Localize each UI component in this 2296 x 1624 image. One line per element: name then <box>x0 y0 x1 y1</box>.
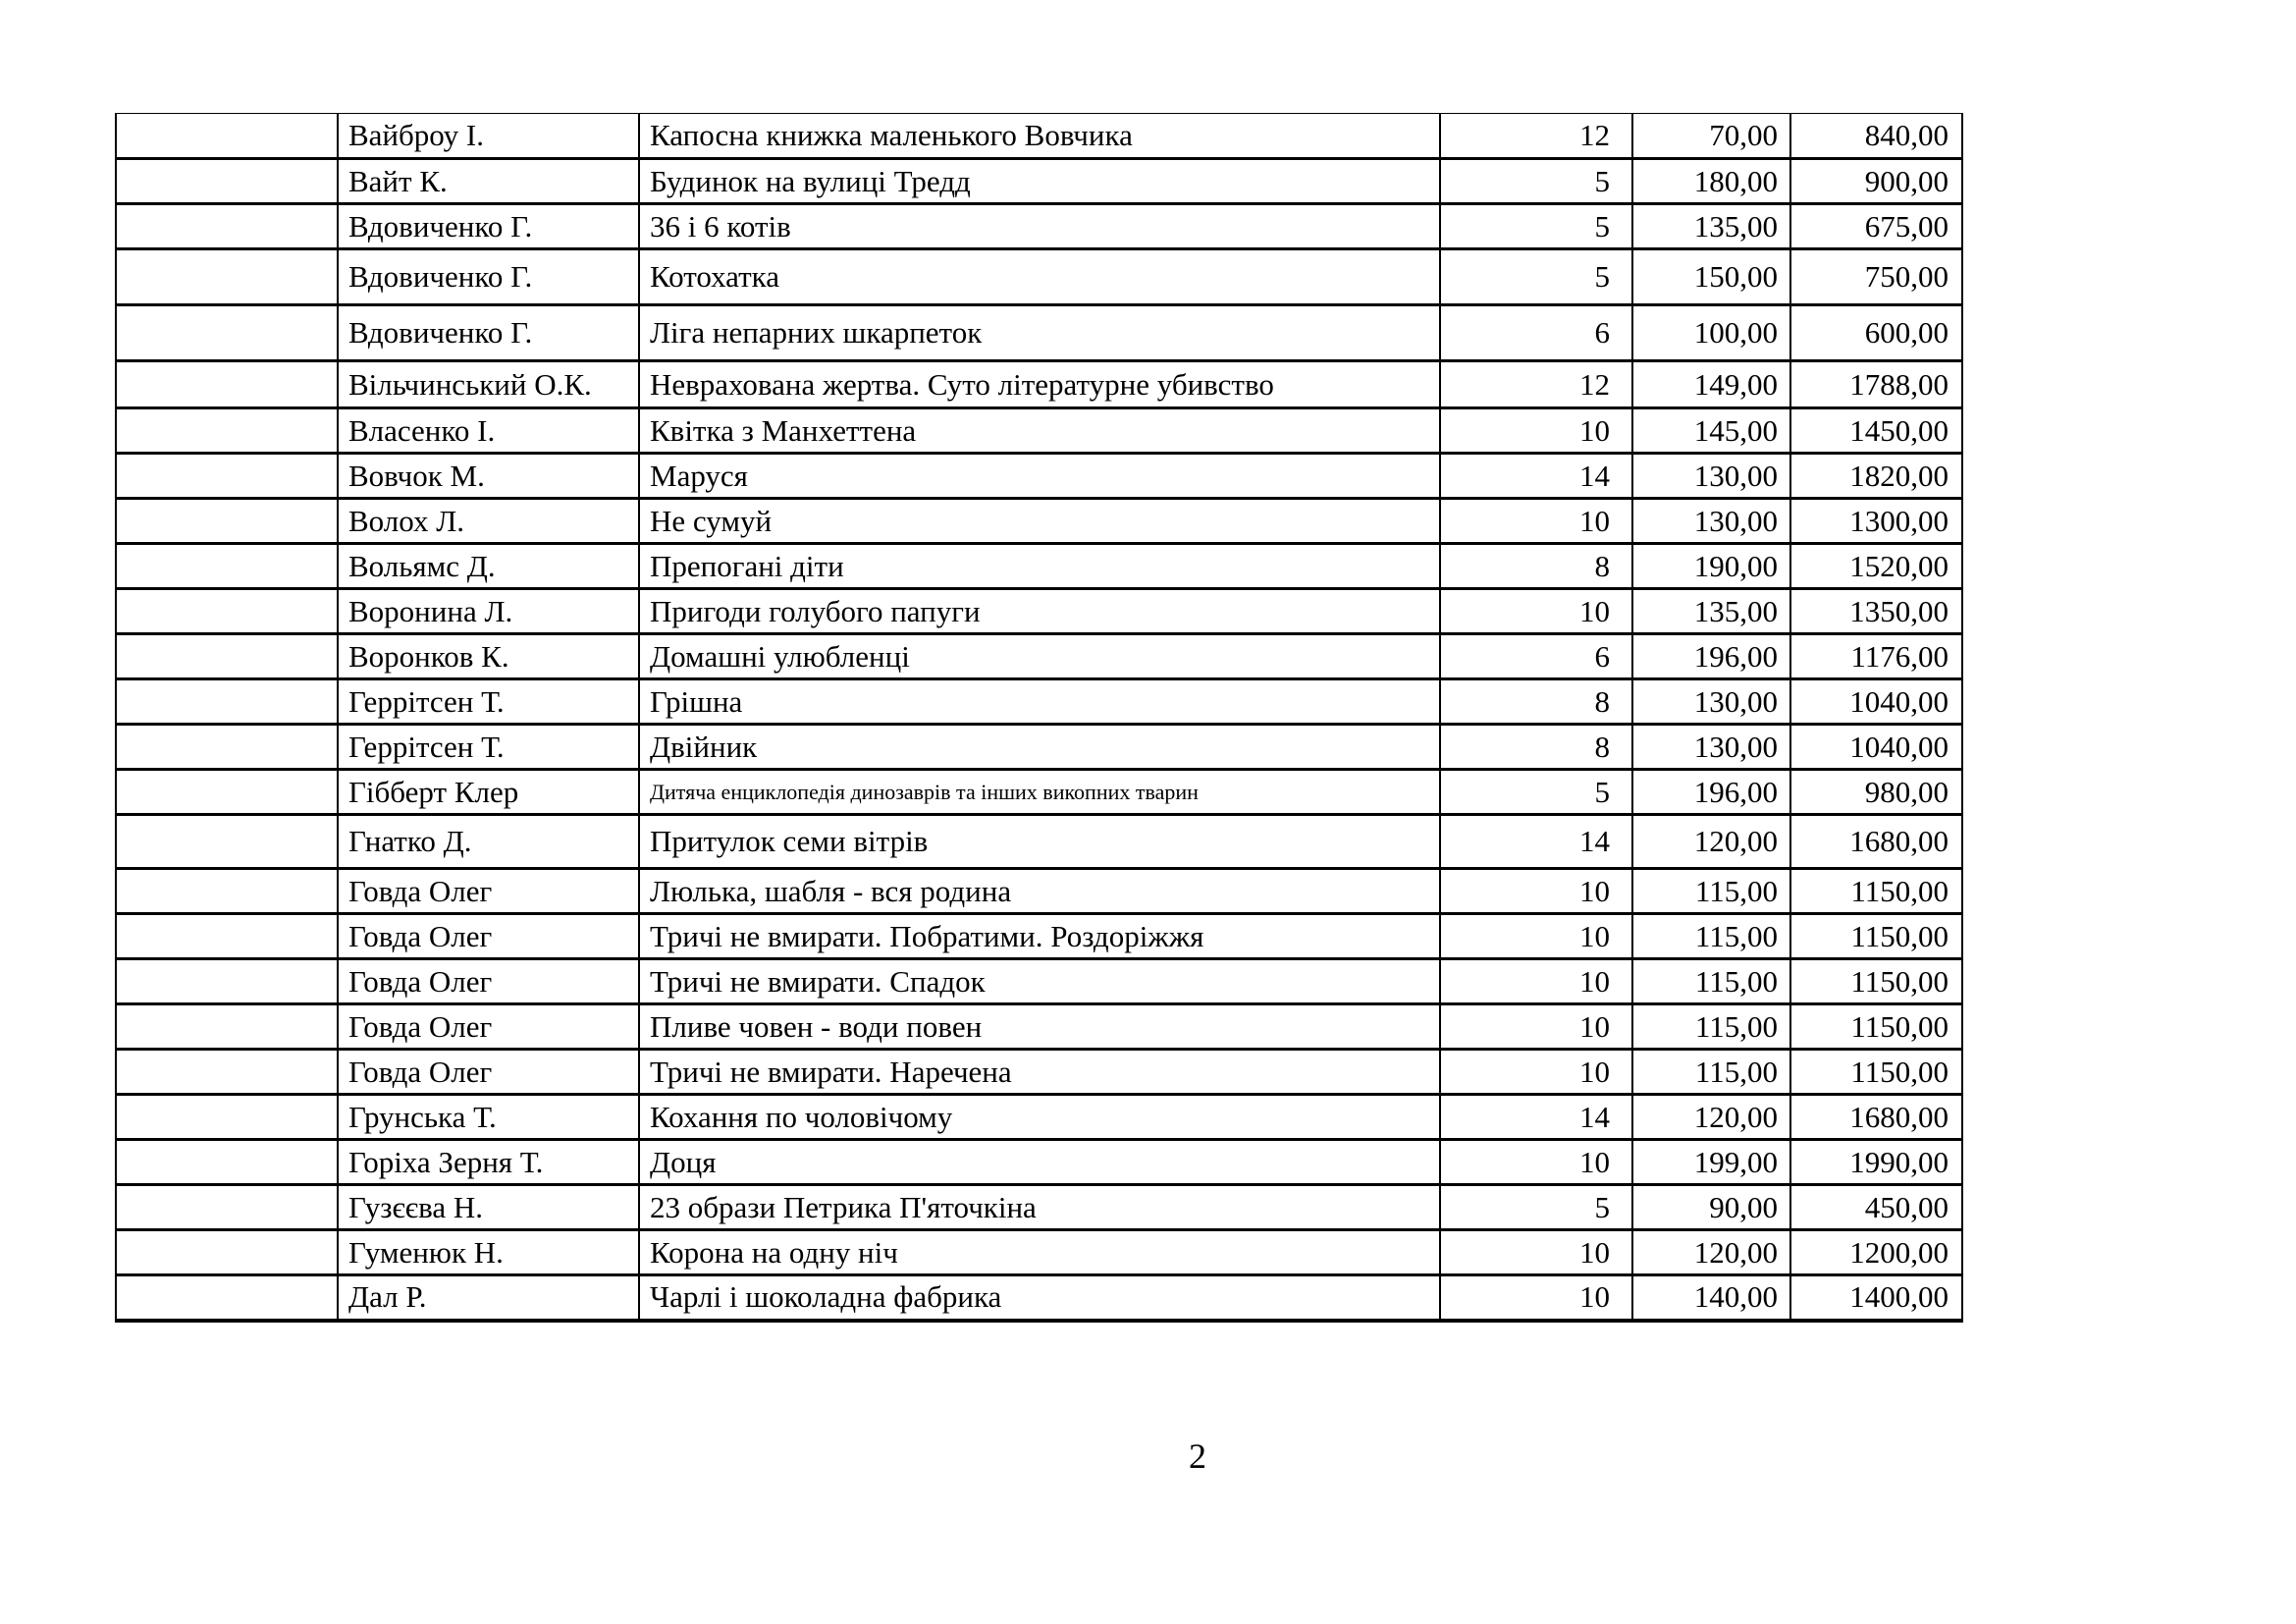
cell-author: Волох Л. <box>338 499 639 544</box>
table-row <box>116 454 1962 499</box>
cell-quantity: 10 <box>1440 959 1632 1004</box>
cell-price: 196,00 <box>1632 634 1790 679</box>
cell-price: 150,00 <box>1632 249 1790 305</box>
cell-author: Гуменюк Н. <box>338 1230 639 1275</box>
cell-price: 90,00 <box>1632 1185 1790 1230</box>
cell-quantity: 12 <box>1440 361 1632 408</box>
cell-title: 36 і 6 котів <box>639 204 1440 249</box>
table-row <box>116 114 1962 159</box>
cell-title: Тричі не вмирати. Наречена <box>639 1050 1440 1095</box>
cell-blank <box>116 679 338 725</box>
cell-total: 675,00 <box>1790 204 1962 249</box>
cell-blank <box>116 869 338 914</box>
cell-total: 1040,00 <box>1790 725 1962 770</box>
table-row <box>116 1095 1962 1140</box>
cell-blank <box>116 815 338 869</box>
cell-blank <box>116 1275 338 1321</box>
cell-price: 135,00 <box>1632 204 1790 249</box>
cell-author: Говда Олег <box>338 1050 639 1095</box>
cell-total: 1990,00 <box>1790 1140 1962 1185</box>
cell-author: Вдовиченко Г. <box>338 204 639 249</box>
table-row <box>116 589 1962 634</box>
table-row <box>116 1275 1962 1321</box>
cell-title: Пригоди голубого папуги <box>639 589 1440 634</box>
cell-author: Вайт К. <box>338 159 639 204</box>
cell-total: 450,00 <box>1790 1185 1962 1230</box>
cell-blank <box>116 499 338 544</box>
cell-author: Говда Олег <box>338 959 639 1004</box>
cell-title: Неврахована жертва. Суто літературне убивство <box>639 361 1440 408</box>
cell-price: 130,00 <box>1632 454 1790 499</box>
cell-total: 1788,00 <box>1790 361 1962 408</box>
cell-blank <box>116 634 338 679</box>
cell-blank <box>116 959 338 1004</box>
cell-author: Гібберт Клер <box>338 770 639 815</box>
cell-title: Притулок семи вітрів <box>639 815 1440 869</box>
cell-total: 1520,00 <box>1790 544 1962 589</box>
cell-title: Дитяча енциклопедія динозаврів та інших викопних тварин <box>639 770 1440 815</box>
cell-blank <box>116 249 338 305</box>
books-table-body <box>116 114 1962 1321</box>
cell-author: Вайброу І. <box>338 114 639 159</box>
cell-author: Горіха Зерня Т. <box>338 1140 639 1185</box>
cell-blank <box>116 914 338 959</box>
cell-blank <box>116 114 338 159</box>
cell-blank <box>116 1050 338 1095</box>
cell-price: 130,00 <box>1632 499 1790 544</box>
cell-author: Воронков К. <box>338 634 639 679</box>
cell-quantity: 14 <box>1440 1095 1632 1140</box>
cell-quantity: 8 <box>1440 544 1632 589</box>
cell-price: 100,00 <box>1632 305 1790 361</box>
cell-title: Тричі не вмирати. Побратими. Роздоріжжя <box>639 914 1440 959</box>
table-row <box>116 1230 1962 1275</box>
table-row <box>116 408 1962 454</box>
cell-price: 199,00 <box>1632 1140 1790 1185</box>
cell-total: 1040,00 <box>1790 679 1962 725</box>
cell-blank <box>116 589 338 634</box>
cell-price: 180,00 <box>1632 159 1790 204</box>
cell-author: Гнатко Д. <box>338 815 639 869</box>
cell-price: 120,00 <box>1632 815 1790 869</box>
cell-price: 135,00 <box>1632 589 1790 634</box>
cell-blank <box>116 544 338 589</box>
cell-quantity: 10 <box>1440 1230 1632 1275</box>
cell-blank <box>116 408 338 454</box>
cell-quantity: 10 <box>1440 408 1632 454</box>
cell-total: 1350,00 <box>1790 589 1962 634</box>
table-row <box>116 204 1962 249</box>
cell-total: 1200,00 <box>1790 1230 1962 1275</box>
cell-title: Корона на одну ніч <box>639 1230 1440 1275</box>
cell-total: 1150,00 <box>1790 1050 1962 1095</box>
cell-author: Вольямс Д. <box>338 544 639 589</box>
cell-title: Капосна книжка маленького Вовчика <box>639 114 1440 159</box>
cell-price: 190,00 <box>1632 544 1790 589</box>
cell-total: 1820,00 <box>1790 454 1962 499</box>
cell-blank <box>116 725 338 770</box>
cell-title: Кохання по чоловічому <box>639 1095 1440 1140</box>
table-row <box>116 1185 1962 1230</box>
cell-blank <box>116 770 338 815</box>
books-table <box>115 113 1963 1323</box>
cell-quantity: 10 <box>1440 1050 1632 1095</box>
cell-author: Воронина Л. <box>338 589 639 634</box>
cell-quantity: 14 <box>1440 815 1632 869</box>
cell-author: Грунська Т. <box>338 1095 639 1140</box>
cell-blank <box>116 305 338 361</box>
cell-quantity: 6 <box>1440 305 1632 361</box>
cell-author: Геррітсен Т. <box>338 725 639 770</box>
cell-price: 115,00 <box>1632 869 1790 914</box>
cell-quantity: 10 <box>1440 1275 1632 1321</box>
cell-blank <box>116 204 338 249</box>
cell-blank <box>116 1140 338 1185</box>
cell-quantity: 5 <box>1440 204 1632 249</box>
cell-quantity: 10 <box>1440 869 1632 914</box>
cell-quantity: 5 <box>1440 249 1632 305</box>
cell-quantity: 12 <box>1440 114 1632 159</box>
cell-author: Говда Олег <box>338 1004 639 1050</box>
table-row <box>116 815 1962 869</box>
table-row <box>116 914 1962 959</box>
cell-author: Вдовиченко Г. <box>338 249 639 305</box>
cell-quantity: 10 <box>1440 1140 1632 1185</box>
cell-title: Доця <box>639 1140 1440 1185</box>
cell-price: 130,00 <box>1632 679 1790 725</box>
cell-title: Ліга непарних шкарпеток <box>639 305 1440 361</box>
page-number: 2 <box>1189 1436 1206 1476</box>
cell-total: 1680,00 <box>1790 815 1962 869</box>
table-row <box>116 1004 1962 1050</box>
cell-quantity: 5 <box>1440 1185 1632 1230</box>
table-row <box>116 305 1962 361</box>
cell-price: 115,00 <box>1632 1050 1790 1095</box>
cell-quantity: 10 <box>1440 589 1632 634</box>
table-row <box>116 770 1962 815</box>
table-row <box>116 1050 1962 1095</box>
cell-quantity: 5 <box>1440 159 1632 204</box>
cell-total: 1150,00 <box>1790 1004 1962 1050</box>
cell-blank <box>116 1004 338 1050</box>
cell-price: 149,00 <box>1632 361 1790 408</box>
cell-quantity: 8 <box>1440 725 1632 770</box>
cell-price: 70,00 <box>1632 114 1790 159</box>
cell-total: 1450,00 <box>1790 408 1962 454</box>
cell-total: 1300,00 <box>1790 499 1962 544</box>
cell-blank <box>116 361 338 408</box>
cell-price: 120,00 <box>1632 1095 1790 1140</box>
cell-price: 130,00 <box>1632 725 1790 770</box>
cell-title: Не сумуй <box>639 499 1440 544</box>
cell-quantity: 10 <box>1440 499 1632 544</box>
table-row <box>116 544 1962 589</box>
cell-author: Говда Олег <box>338 869 639 914</box>
cell-price: 115,00 <box>1632 914 1790 959</box>
cell-author: Говда Олег <box>338 914 639 959</box>
cell-title: Котохатка <box>639 249 1440 305</box>
table-row <box>116 679 1962 725</box>
cell-title: Будинок на вулиці Тредд <box>639 159 1440 204</box>
table-row <box>116 1140 1962 1185</box>
cell-author: Гузєєва Н. <box>338 1185 639 1230</box>
cell-price: 140,00 <box>1632 1275 1790 1321</box>
cell-quantity: 6 <box>1440 634 1632 679</box>
cell-author: Дал Р. <box>338 1275 639 1321</box>
cell-blank <box>116 159 338 204</box>
cell-title: Препогані діти <box>639 544 1440 589</box>
table-row <box>116 725 1962 770</box>
cell-blank <box>116 1095 338 1140</box>
cell-author: Вовчок М. <box>338 454 639 499</box>
cell-total: 1400,00 <box>1790 1275 1962 1321</box>
cell-title: Квітка з Манхеттена <box>639 408 1440 454</box>
table-row <box>116 249 1962 305</box>
cell-title: Маруся <box>639 454 1440 499</box>
cell-price: 145,00 <box>1632 408 1790 454</box>
cell-title: 23 образи Петрика П'яточкіна <box>639 1185 1440 1230</box>
cell-total: 1176,00 <box>1790 634 1962 679</box>
cell-title: Чарлі і шоколадна фабрика <box>639 1275 1440 1321</box>
table-row <box>116 361 1962 408</box>
cell-author: Вільчинський О.К. <box>338 361 639 408</box>
cell-total: 1150,00 <box>1790 959 1962 1004</box>
cell-title: Грішна <box>639 679 1440 725</box>
cell-price: 196,00 <box>1632 770 1790 815</box>
table-row <box>116 634 1962 679</box>
table-row <box>116 869 1962 914</box>
cell-total: 980,00 <box>1790 770 1962 815</box>
cell-total: 840,00 <box>1790 114 1962 159</box>
cell-title: Тричі не вмирати. Спадок <box>639 959 1440 1004</box>
cell-title: Люлька, шабля - вся родина <box>639 869 1440 914</box>
cell-total: 900,00 <box>1790 159 1962 204</box>
cell-quantity: 14 <box>1440 454 1632 499</box>
cell-price: 120,00 <box>1632 1230 1790 1275</box>
cell-blank <box>116 1185 338 1230</box>
cell-total: 1150,00 <box>1790 869 1962 914</box>
cell-quantity: 5 <box>1440 770 1632 815</box>
cell-total: 1680,00 <box>1790 1095 1962 1140</box>
cell-author: Вдовиченко Г. <box>338 305 639 361</box>
cell-author: Геррітсен Т. <box>338 679 639 725</box>
cell-quantity: 8 <box>1440 679 1632 725</box>
cell-blank <box>116 1230 338 1275</box>
cell-price: 115,00 <box>1632 959 1790 1004</box>
cell-quantity: 10 <box>1440 1004 1632 1050</box>
cell-total: 600,00 <box>1790 305 1962 361</box>
cell-total: 750,00 <box>1790 249 1962 305</box>
cell-title: Двійник <box>639 725 1440 770</box>
table-row <box>116 159 1962 204</box>
table-row <box>116 499 1962 544</box>
cell-price: 115,00 <box>1632 1004 1790 1050</box>
table-row <box>116 959 1962 1004</box>
cell-total: 1150,00 <box>1790 914 1962 959</box>
cell-blank <box>116 454 338 499</box>
cell-author: Власенко І. <box>338 408 639 454</box>
cell-quantity: 10 <box>1440 914 1632 959</box>
cell-title: Пливе човен - води повен <box>639 1004 1440 1050</box>
cell-title: Домашні улюбленці <box>639 634 1440 679</box>
